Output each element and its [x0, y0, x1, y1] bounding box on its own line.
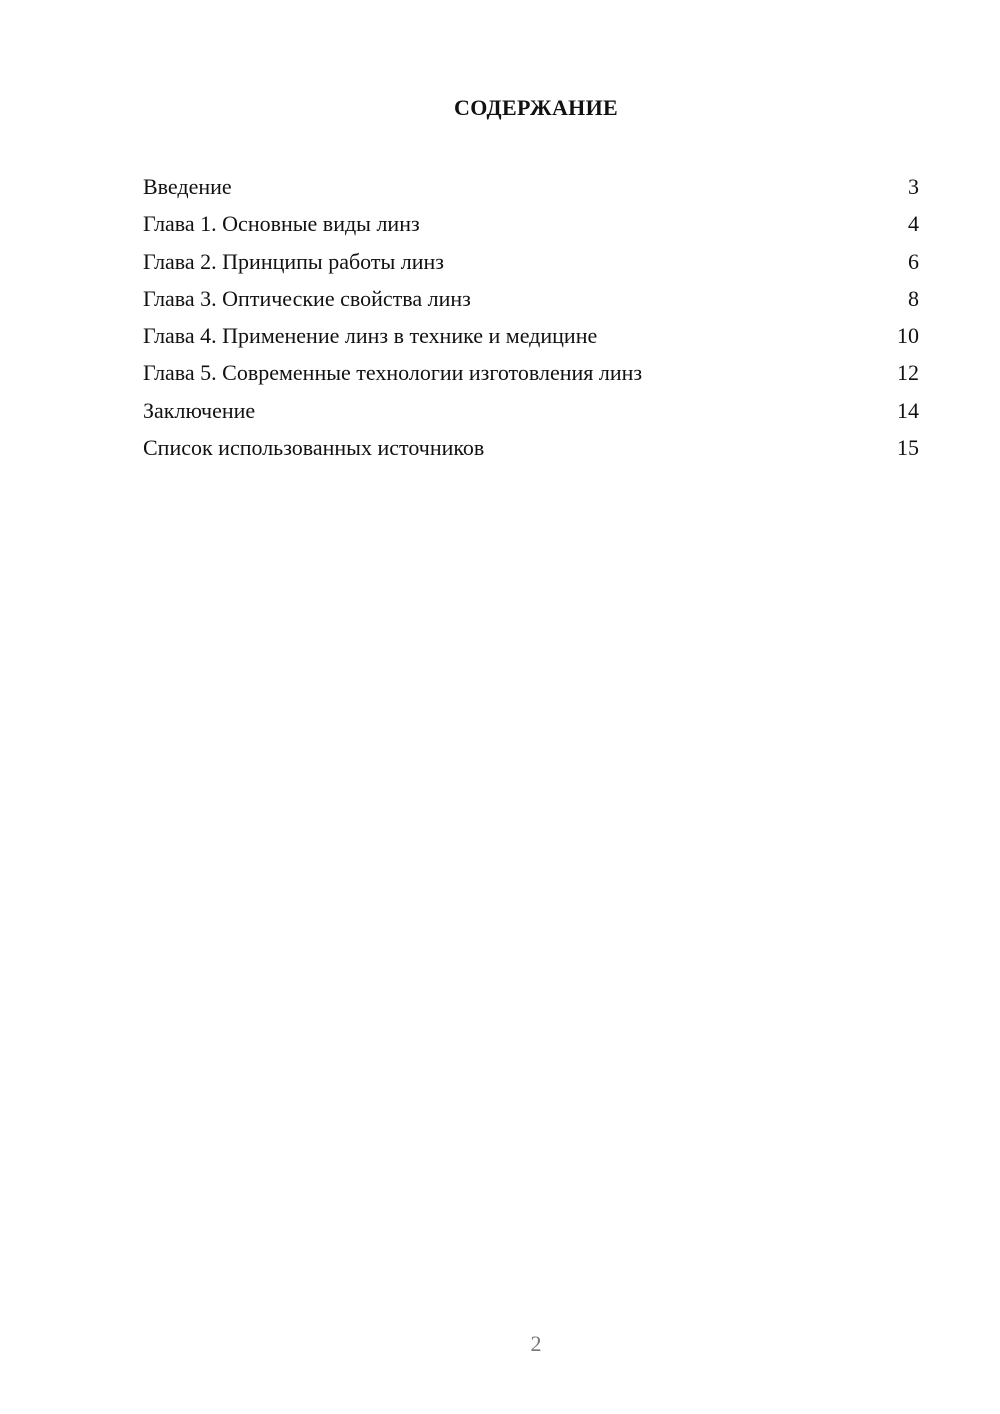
toc-entry-label: Глава 1. Основные виды линз — [143, 211, 420, 237]
toc-entry-label: Глава 4. Применение линз в технике и медицине — [143, 323, 598, 349]
toc-entry-label: Введение — [143, 174, 232, 199]
toc-entry-page: 12 — [897, 360, 919, 386]
page-number: 2 — [530, 1331, 542, 1356]
toc-entry-label: Заключение — [143, 397, 256, 423]
toc-entry-page: 8 — [908, 285, 919, 311]
toc-entry-page: 10 — [897, 323, 919, 349]
toc-entry-chapter-4[interactable] — [143, 317, 919, 354]
toc-entry-page: 3 — [908, 174, 919, 199]
toc-entry-page: 14 — [897, 397, 919, 423]
toc-list — [143, 168, 919, 466]
toc-entry-chapter-2[interactable] — [143, 243, 919, 280]
toc-entry-chapter-1[interactable] — [143, 205, 919, 242]
toc-entry-introduction[interactable] — [143, 168, 919, 205]
toc-entry-label: Глава 2. Принципы работы линз — [143, 248, 444, 274]
toc-entry-page: 4 — [908, 211, 919, 237]
toc-entry-chapter-5[interactable] — [143, 354, 919, 391]
toc-entry-label: Список использованных источников — [143, 435, 485, 461]
toc-entry-references[interactable] — [143, 429, 919, 466]
toc-entry-label: Глава 5. Современные технологии изготовления линз — [143, 360, 643, 386]
toc-entry-label: Глава 3. Оптические свойства линз — [143, 285, 471, 311]
toc-entry-page: 6 — [908, 248, 919, 274]
toc-entry-conclusion[interactable] — [143, 392, 919, 429]
toc-title: СОДЕРЖАНИЕ — [454, 95, 618, 120]
toc-entry-chapter-3[interactable] — [143, 280, 919, 317]
toc-entry-page: 15 — [897, 435, 919, 461]
